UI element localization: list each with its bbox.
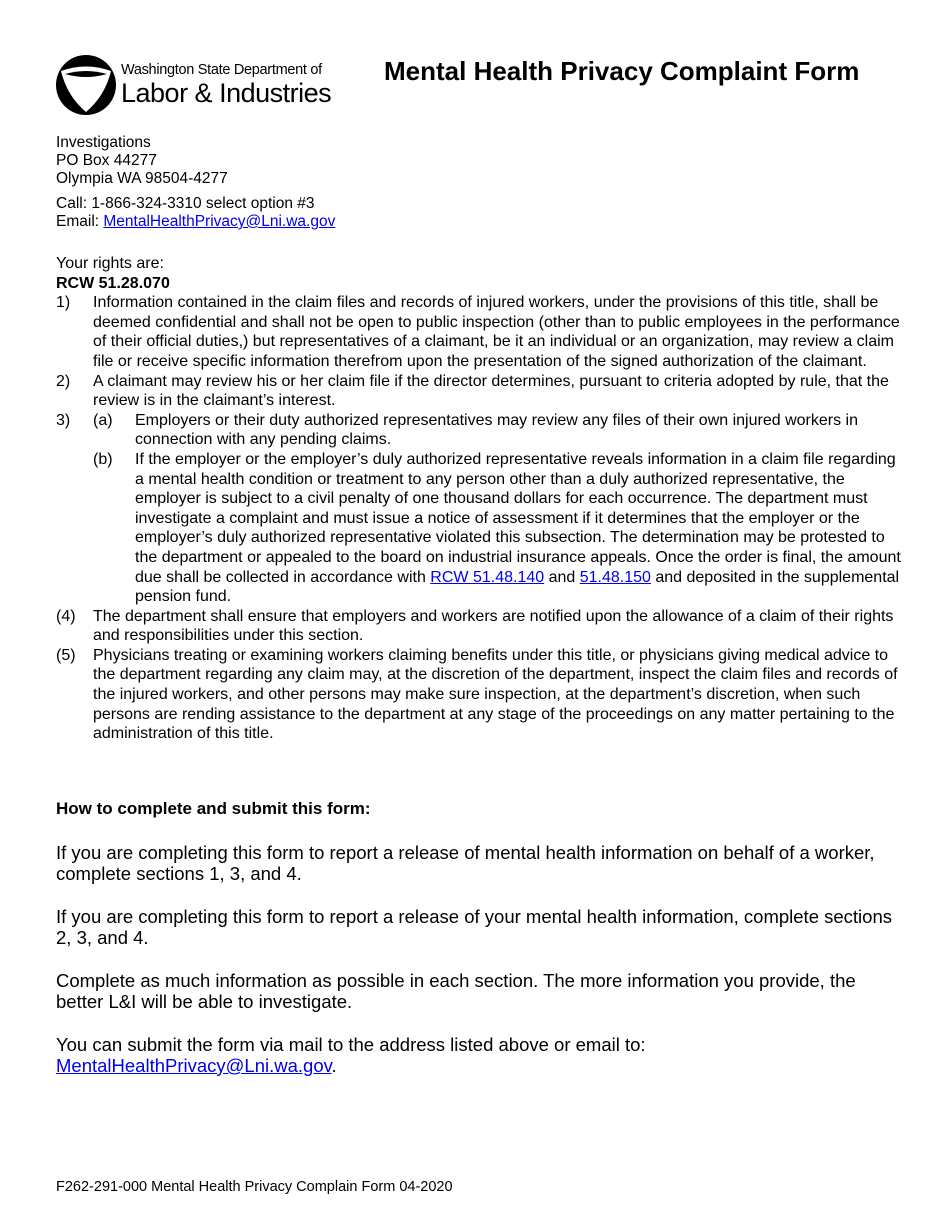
sub-text-b: [135, 450, 901, 607]
form-footer: F262-291-000 Mental Health Privacy Complain Form 04-2020: [56, 1179, 453, 1195]
logo-line1: Washington State Department of: [121, 62, 322, 79]
item-text: A claimant may review his or her claim file if the director determines, pursuant to criteria adopted by rule, that the review is in the claimant’s interest.: [93, 372, 889, 410]
item-text: Information contained in the claim files and records of injured workers, under the provisions of this title, shall be deemed confidential and shall not be open to public inspection (other than to public employees in the performance of their official duties,) but representatives of a claimant, be it an individual or an organization, may review a claim file or receive specific information therefrom upon the presentation of the signed authorization of the claimant.: [93, 294, 900, 370]
rights-item: [56, 646, 901, 744]
address-line: Investigations: [56, 134, 151, 151]
rights-intro: Your rights are:: [56, 255, 164, 272]
sub-text-end: and deposited in the supplemental pension fund.: [135, 568, 900, 606]
rights-item: [56, 411, 901, 607]
rcw-51-48-140-link[interactable]: RCW 51.48.140: [430, 568, 545, 586]
contact-info: [56, 195, 335, 231]
instruction-4: [56, 1034, 901, 1076]
instruction-1: If you are completing this form to report a release of mental health information on behalf of a worker, complete sections 1, 3, and 4.: [56, 842, 875, 884]
item-number: (4): [56, 607, 76, 625]
address-line: PO Box 44277: [56, 152, 157, 169]
submit-text: You can submit the form via mail to the address listed above or email to:: [56, 1034, 646, 1055]
rights-item: [56, 293, 901, 371]
howto-heading: How to complete and submit this form:: [56, 799, 371, 818]
item-number: 1): [56, 294, 71, 312]
rights-section: [56, 254, 901, 744]
sub-label: (b): [93, 450, 113, 468]
lni-logo-icon: [55, 54, 117, 116]
email-label: Email:: [56, 213, 104, 230]
item-text: Physicians treating or examining workers claiming benefits under this title, or physicians giving medical advice to the department regarding any claim may, at the discretion of the department, inspect the claim files and records of the injured workers, and other persons may make sure inspection, at the department’s discretion, when such persons are rending assistance to the department at any stage of the proceedings on any matter pertaining to the administration of this title.: [93, 646, 898, 743]
rights-item: [56, 607, 901, 646]
logo-line2: Labor & Industries: [121, 77, 332, 108]
submit-email-link[interactable]: MentalHealthPrivacy@Lni.wa.gov: [56, 1055, 332, 1076]
rcw-heading: RCW 51.28.070: [56, 274, 170, 292]
sub-text: Employers or their duty authorized representatives may review any files of their own injured workers in connection with any pending claims.: [135, 411, 858, 449]
phone-text: Call: 1-866-324-3310 select option #3: [56, 195, 315, 212]
item-number: 3): [56, 411, 71, 429]
item-text: The department shall ensure that employers and workers are notified upon the allowance of a claim of their rights and responsibilities under this section.: [93, 607, 894, 645]
page-title: Mental Health Privacy Complaint Form: [384, 56, 860, 86]
instruction-3: Complete as much information as possible in each section. The more information you provide, the better L&I will be able to investigate.: [56, 970, 856, 1012]
rights-item: [56, 372, 901, 411]
rcw-51-48-150-link[interactable]: 51.48.150: [579, 568, 651, 586]
conjunction: and: [544, 568, 580, 586]
sub-text: If the employer or the employer’s duly authorized representative reveals information in a claim file regarding a mental health condition or treatment to any person other than a duly authorized representative, the employer is subject to a civil penalty of one thousand dollars for each occurrence. The department must investigate a complaint and must issue a notice of assessment if it determines that the employer or the employer’s duly authorized representative violated this subsection. The determination may be protested to the department or appealed to the board on industrial insurance appeals. Once the order is final, the amount due shall be collected in accordance with: [135, 450, 901, 586]
instruction-2: If you are completing this form to report a release of your mental health information, complete sections 2, 3, and 4.: [56, 906, 892, 948]
item-number: (5): [56, 646, 76, 664]
item-number: 2): [56, 372, 71, 390]
period: .: [331, 1055, 337, 1076]
email-link[interactable]: MentalHealthPrivacy@Lni.wa.gov: [103, 213, 336, 230]
sub-label: (a): [93, 411, 113, 429]
address-line: Olympia WA 98504-4277: [56, 170, 228, 187]
mailing-address: [56, 134, 228, 188]
lni-logo: [55, 54, 331, 116]
